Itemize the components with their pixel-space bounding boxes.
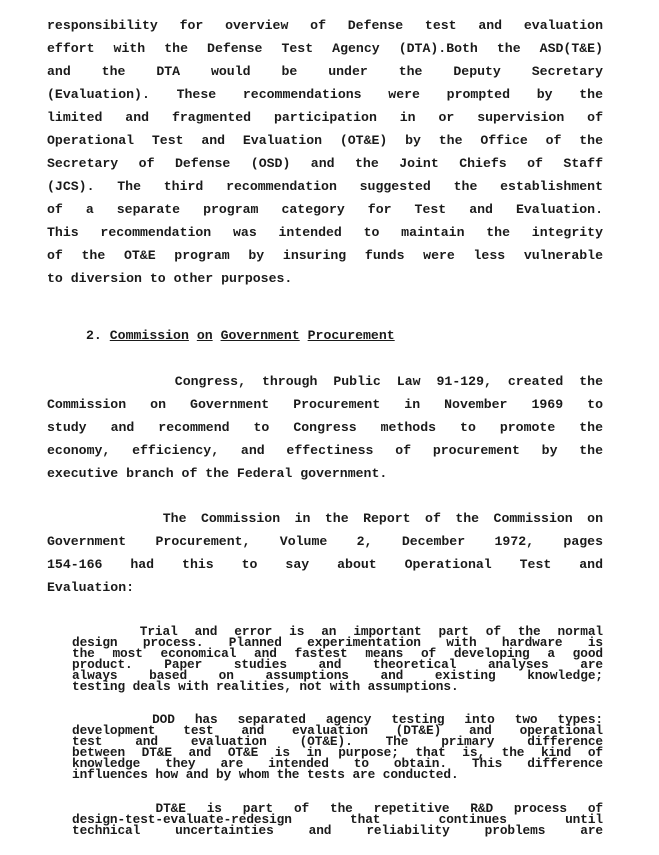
text-line: (JCS). The third recommendation suggested the establishment: [47, 179, 603, 194]
quote-line: between DT&E and OT&E is in purpose; that is, the kind of: [72, 745, 603, 760]
text-line: Government Procurement, Volume 2, December 1972, pages: [47, 534, 603, 549]
text-line: to diversion to other purposes.: [47, 271, 293, 286]
quote-line: technical uncertainties and reliability problems are: [72, 823, 603, 838]
heading-word: Commission: [109, 328, 189, 343]
text-line: This recommendation was intended to maintain the integrity: [47, 225, 603, 240]
quote-line: DT&E is part of the repetitive R&D process of: [72, 801, 603, 816]
text-line: executive branch of the Federal government.: [47, 466, 388, 481]
text-line: Evaluation:: [47, 580, 135, 595]
text-line: The Commission in the Report of the Commission on: [47, 511, 603, 526]
quote-line: testing deals with realities, not with assumptions.: [72, 679, 459, 694]
quote-line: product. Paper studies and theoretical analyses are: [72, 657, 603, 672]
quote-line: development test and evaluation (DT&E) and operational: [72, 723, 603, 738]
heading-word: Government: [220, 328, 300, 343]
quote-line: Trial and error is an important part of the normal: [72, 624, 603, 639]
quote-line: always based on assumptions and existing knowledge;: [72, 668, 603, 683]
heading-word: on: [196, 328, 213, 343]
text-line: economy, efficiency, and effectiness of procurement by the: [47, 443, 603, 458]
text-line: Congress, through Public Law 91-129, created the: [47, 374, 603, 389]
text-line: Operational Test and Evaluation (OT&E) by the Office of the: [47, 133, 603, 148]
section-number: 2.: [86, 328, 102, 343]
quote-line: design-test-evaluate-redesign that continues until: [72, 812, 603, 827]
text-line: effort with the Defense Test Agency (DTA).Both the ASD(T&E): [47, 41, 603, 56]
text-line: Secretary of Defense (OSD) and the Joint Chiefs of Staff: [47, 156, 603, 171]
quote-line: design process. Planned experimentation with hardware is: [72, 635, 603, 650]
section-heading: [86, 326, 395, 346]
text-line: study and recommend to Congress methods to promote the: [47, 420, 603, 435]
text-line: Commission on Government Procurement in November 1969 to: [47, 397, 603, 412]
quote-line: test and evaluation (OT&E). The primary difference: [72, 734, 603, 749]
quote-line: the most economical and fastest means of developing a good: [72, 646, 603, 661]
heading-word: Procurement: [307, 328, 395, 343]
quote-line: influences how and by whom the tests are conducted.: [72, 767, 459, 782]
text-line: responsibility for overview of Defense test and evaluation: [47, 18, 603, 33]
text-line: limited and fragmented participation in or supervision of: [47, 110, 603, 125]
text-line: and the DTA would be under the Deputy Secretary: [47, 64, 603, 79]
text-line: (Evaluation). These recommendations were prompted by the: [47, 87, 603, 102]
text-line: of a separate program category for Test and Evaluation.: [47, 202, 603, 217]
quote-line: DOD has separated agency testing into two types:: [72, 712, 603, 727]
quote-line: knowledge they are intended to obtain. This difference: [72, 756, 603, 771]
text-line: 154-166 had this to say about Operational Test and: [47, 557, 603, 572]
text-line: of the OT&E program by insuring funds were less vulnerable: [47, 248, 603, 263]
